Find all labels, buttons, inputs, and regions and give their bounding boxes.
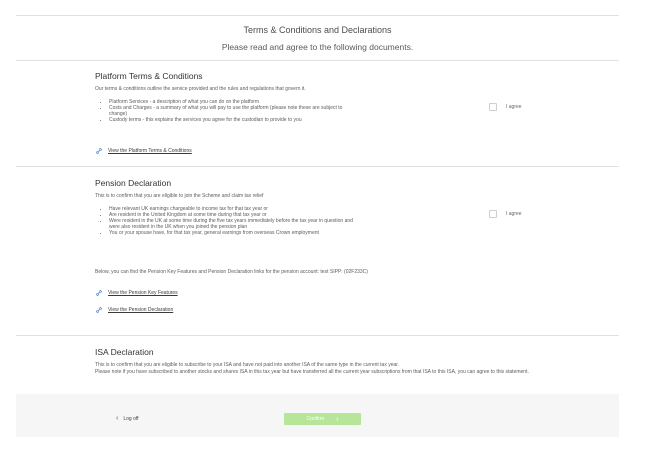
section-divider — [16, 335, 619, 336]
isa-declaration-line-2: Please note if you have subscribed to another stocks and shares ISA in this tax year but have transferred all the current year subscriptions from that ISA to this ISA, you can agree to this statement. — [95, 369, 529, 375]
pension-key-features-link[interactable] — [95, 289, 178, 297]
platform-agree-row[interactable] — [489, 103, 522, 111]
list-item: • Custody terms - this explains the services you agree for the custodian to provide to you — [109, 117, 354, 123]
top-divider — [16, 15, 619, 16]
confirm-button[interactable] — [284, 413, 361, 425]
pension-declaration-title: Pension Declaration — [95, 178, 172, 188]
page-title: Terms & Conditions and Declarations — [243, 25, 392, 35]
platform-terms-link[interactable] — [95, 147, 192, 155]
page-subtitle: Please read and agree to the following documents. — [221, 42, 414, 52]
section-divider — [16, 166, 619, 167]
list-item: • Platform Services - a description of what you can do on the platform — [109, 99, 354, 105]
confirm-label: Confirm — [306, 416, 325, 422]
link-icon — [95, 289, 103, 297]
platform-terms-title: Platform Terms & Conditions — [95, 71, 203, 81]
header-divider — [16, 60, 619, 61]
pension-declaration-link[interactable] — [95, 306, 173, 314]
pension-account-note: Below, you can find the Pension Key Features and Pension Declaration links for the pension account: test SIPP: (02F233C) — [95, 269, 368, 275]
log-off-label: Log off — [123, 415, 139, 422]
platform-terms-intro: Our terms & conditions outline the service provided and the rules and regulations that govern it. — [95, 86, 306, 92]
pension-declaration-list — [95, 206, 354, 236]
pension-key-features-link-label[interactable]: View the Pension Key Features — [108, 290, 178, 296]
log-off-button[interactable] — [116, 415, 139, 422]
list-item: • Are resident in the United Kingdom at some time during that tax year or — [109, 212, 354, 218]
terms-page — [16, 0, 619, 437]
chevron-right-icon: › — [336, 415, 339, 423]
link-icon — [95, 147, 103, 155]
platform-terms-list — [95, 99, 354, 123]
pension-agree-row[interactable] — [489, 210, 522, 218]
platform-agree-checkbox[interactable] — [489, 103, 497, 111]
platform-terms-link-label[interactable]: View the Platform Terms & Conditions — [108, 148, 192, 154]
link-icon — [95, 306, 103, 314]
footer-bar — [16, 394, 619, 437]
list-item: • Costs and Charges - a summary of what you will pay to use the platform (please note these are subject to change) — [109, 105, 354, 117]
pension-declaration-intro: This is to confirm that you are eligible to join the Scheme and claim tax relief — [95, 193, 264, 199]
pension-agree-checkbox[interactable] — [489, 210, 497, 218]
chevron-left-icon: ‹ — [116, 415, 119, 422]
isa-declaration-line-1: This is to confirm that you are eligible to subscribe to your ISA and have not paid into another ISA of the same type in the current tax year. — [95, 362, 400, 368]
list-item: • You or your spouse have, for that tax year, general earnings from overseas Crown employment — [109, 230, 354, 236]
isa-declaration-title: ISA Declaration — [95, 347, 154, 357]
list-item: • Were resident in the UK at some time during the five tax years immediately before the tax year in question and were also resident in the UK when you joined the pension plan — [109, 218, 354, 230]
pension-agree-label: I agree — [506, 211, 522, 217]
platform-agree-label: I agree — [506, 104, 522, 110]
pension-declaration-link-label[interactable]: View the Pension Declaration — [108, 307, 174, 313]
list-item: • Have relevant UK earnings chargeable to income tax for that tax year or — [109, 206, 354, 212]
